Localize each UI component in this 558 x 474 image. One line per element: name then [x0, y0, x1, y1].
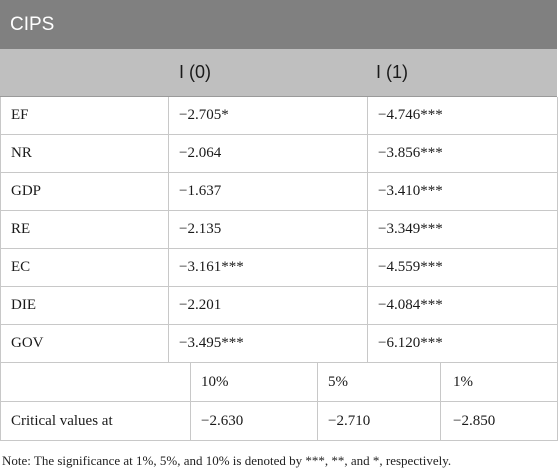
header-cell-i0: I (0)	[179, 62, 212, 82]
cell-i0: −2.064	[169, 135, 368, 173]
critical-value-5: −2.710	[318, 402, 441, 441]
cell-i0: −3.495***	[169, 325, 368, 363]
critical-values-label: Critical values at	[1, 402, 191, 441]
table-title-text: CIPS	[10, 13, 55, 35]
table-body	[0, 97, 557, 363]
cell-i0: −2.135	[169, 211, 368, 249]
critical-level-blank	[1, 363, 191, 402]
cell-i1: −3.349***	[368, 211, 558, 249]
row-label: DIE	[1, 287, 169, 325]
row-label: RE	[1, 211, 169, 249]
header-cell-variable	[0, 49, 167, 96]
cell-i0: −1.637	[169, 173, 368, 211]
table-note: Note: The significance at 1%, 5%, and 10% is denoted by ***, **, and *, respectively.	[2, 453, 452, 468]
critical-values-block	[0, 363, 557, 441]
critical-level-5: 5%	[318, 363, 441, 402]
row-label: GOV	[1, 325, 169, 363]
cell-i0: −2.201	[169, 287, 368, 325]
cell-i1: −3.856***	[368, 135, 558, 173]
critical-level-10: 10%	[191, 363, 318, 402]
cell-i1: −3.410***	[368, 173, 558, 211]
row-label: EC	[1, 249, 169, 287]
cell-i1: −4.559***	[368, 249, 558, 287]
cell-i0: −2.705*	[169, 97, 368, 135]
header-cell-i1: I (1)	[376, 62, 409, 82]
critical-value-10: −2.630	[191, 402, 318, 441]
row-label: GDP	[1, 173, 169, 211]
table-header-row	[0, 49, 557, 97]
cell-i0: −3.161***	[169, 249, 368, 287]
row-label: EF	[1, 97, 169, 135]
row-label: NR	[1, 135, 169, 173]
critical-value-1: −2.850	[441, 402, 558, 441]
table-title	[0, 0, 557, 49]
cell-i1: −6.120***	[368, 325, 558, 363]
critical-level-1: 1%	[441, 363, 558, 402]
cell-i1: −4.084***	[368, 287, 558, 325]
cell-i1: −4.746***	[368, 97, 558, 135]
